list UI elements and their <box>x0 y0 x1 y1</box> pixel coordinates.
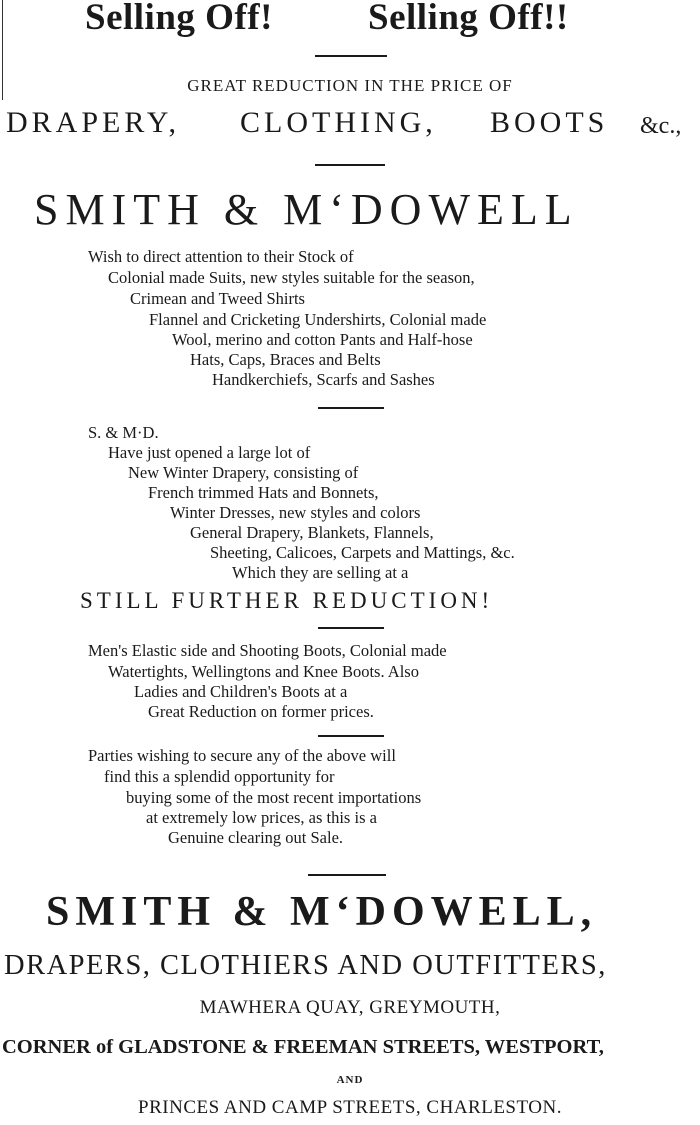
subhead: GREAT REDUCTION IN THE PRICE OF <box>187 76 513 95</box>
section4-line: buying some of the most recent importations <box>126 788 422 807</box>
section2-line: Have just opened a large lot of <box>108 443 311 462</box>
goods-boots: BOOTS <box>490 106 609 139</box>
goods-drapery: DRAPERY, <box>6 106 181 139</box>
and-connector: AND <box>336 1074 364 1086</box>
divider-rule <box>315 164 385 166</box>
address-westport: CORNER of GLADSTONE & FREEMAN STREETS, WESTPORT, <box>2 1036 604 1058</box>
section1-line: Handkerchiefs, Scarfs and Sashes <box>212 370 435 389</box>
section1-line: Flannel and Cricketing Undershirts, Colonial made <box>149 310 487 329</box>
address-greymouth: MAWHERA QUAY, GREYMOUTH, <box>199 997 501 1018</box>
divider-rule <box>318 407 384 409</box>
goods-clothing: CLOTHING, <box>240 106 437 139</box>
divider-rule <box>318 735 384 737</box>
section3-line: Watertights, Wellingtons and Knee Boots. Also <box>108 662 419 681</box>
firm-name-footer: SMITH & M‘DOWELL, <box>46 889 598 935</box>
divider-rule <box>318 627 384 629</box>
section2-line: General Drapery, Blankets, Flannels, <box>190 523 434 542</box>
banner-right: Selling Off!! <box>368 0 569 38</box>
goods-etc: &c., <box>640 113 682 139</box>
section1-line: Crimean and Tweed Shirts <box>130 289 305 308</box>
divider-rule <box>308 874 386 876</box>
section3-line: Ladies and Children's Boots at a <box>134 682 348 701</box>
firm-name-top: SMITH & M‘DOWELL <box>34 185 579 234</box>
section2-line: French trimmed Hats and Bonnets, <box>148 483 379 502</box>
section1-line: Wool, merino and cotton Pants and Half-hose <box>172 330 473 349</box>
section3-line: Great Reduction on former prices. <box>148 702 374 721</box>
section1-line: Colonial made Suits, new styles suitable for the season, <box>108 268 475 287</box>
trade-line: DRAPERS, CLOTHIERS AND OUTFITTERS, <box>4 950 607 981</box>
reduction-headline: STILL FURTHER REDUCTION! <box>80 588 494 613</box>
section2-line: Which they are selling at a <box>232 563 409 582</box>
section4-line: Genuine clearing out Sale. <box>168 828 344 847</box>
section2-line: Winter Dresses, new styles and colors <box>170 503 421 522</box>
section4-line: Parties wishing to secure any of the above will <box>88 746 396 765</box>
section1-line: Wish to direct attention to their Stock of <box>88 247 354 266</box>
section4-line: find this a splendid opportunity for <box>104 767 335 786</box>
section2-line: S. & M·D. <box>88 423 159 442</box>
section3-line: Men's Elastic side and Shooting Boots, Colonial made <box>88 641 447 660</box>
address-charleston: PRINCES AND CAMP STREETS, CHARLESTON. <box>138 1097 562 1118</box>
section1-line: Hats, Caps, Braces and Belts <box>190 350 381 369</box>
divider-rule <box>315 55 387 57</box>
section2-line: New Winter Drapery, consisting of <box>128 463 359 482</box>
section2-line: Sheeting, Calicoes, Carpets and Mattings, &c. <box>210 543 515 562</box>
banner-left: Selling Off! <box>85 0 273 38</box>
section4-line: at extremely low prices, as this is a <box>146 808 377 827</box>
